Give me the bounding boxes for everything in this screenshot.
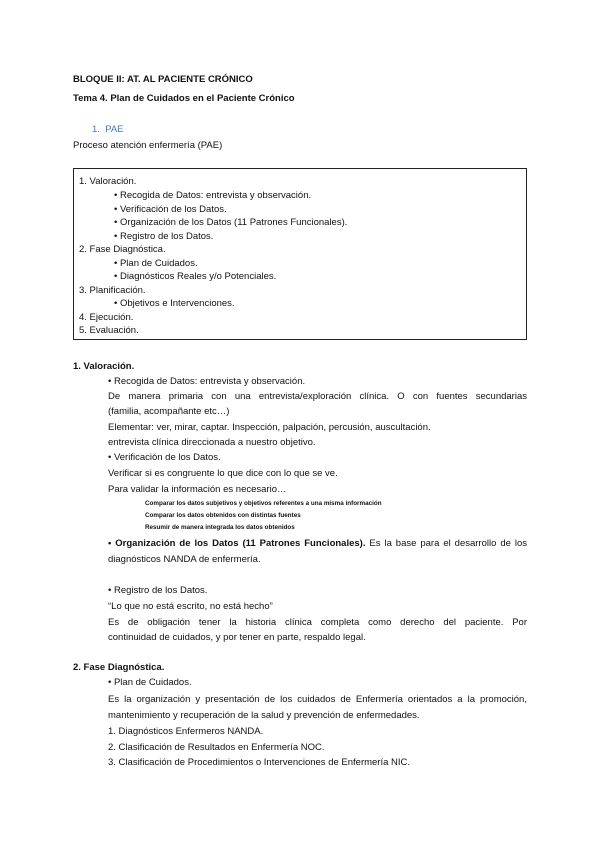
organizacion-bold: • Organización de los Datos (11 Patrones Funcionales). <box>108 538 366 549</box>
bullet-plan: • Plan de Cuidados. <box>108 677 192 688</box>
bullet-recogida: • Recogida de Datos: entrevista y observación. <box>108 376 306 387</box>
section-heading-pae <box>92 124 124 136</box>
box-item: • Objetivos e Intervenciones. <box>114 298 235 309</box>
section-title: PAE <box>105 124 124 135</box>
paragraph-line: De manera primaria con una entrevista/exploración clínica. O con fuentes secundarias <box>108 391 527 402</box>
intro-text: Proceso atención enfermería (PAE) <box>73 140 223 151</box>
section-number: 1. <box>92 124 100 135</box>
paragraph-line: Para validar la información es necesario… <box>108 484 287 495</box>
organizacion-rest: Es la base para el desarrollo de los <box>365 538 527 549</box>
bullet-registro: • Registro de los Datos. <box>108 585 208 596</box>
box-item: • Diagnósticos Reales y/o Potenciales. <box>114 271 277 282</box>
list-item: 3. Clasificación de Procedimientos o Intervenciones de Enfermería NIC. <box>108 757 411 768</box>
paragraph-line: (familia, acompañante etc…) <box>108 406 230 417</box>
organizacion-line <box>108 538 527 550</box>
bullet-verificacion: • Verificación de los Datos. <box>108 452 221 463</box>
paragraph-line: entrevista clínica direccionada a nuestro objetivo. <box>108 437 316 448</box>
topic-title: Tema 4. Plan de Cuidados en el Paciente Crónico <box>73 93 295 104</box>
block-title: BLOQUE II: AT. AL PACIENTE CRÓNICO <box>73 74 253 85</box>
box-item: 5. Evaluación. <box>79 325 139 336</box>
sub-item: Resumir de manera integrada los datos obtenidos <box>145 524 295 531</box>
box-item: • Registro de los Datos. <box>114 231 214 242</box>
paragraph-line: Es la organización y presentación de los cuidados de Enfermería orientados a la promoción, <box>108 694 527 705</box>
box-item: • Recogida de Datos: entrevista y observación. <box>114 190 312 201</box>
box-item: • Plan de Cuidados. <box>114 258 198 269</box>
box-item: 3. Planificación. <box>79 285 146 296</box>
box-item: • Verificación de los Datos. <box>114 204 227 215</box>
sub-item: Comparar los datos obtenidos con distintas fuentes <box>145 512 301 519</box>
valoracion-heading: 1. Valoración. <box>73 361 135 372</box>
paragraph-line: Es de obligación tener la historia clínica completa como derecho del paciente. Por <box>108 617 527 628</box>
box-item: • Organización de los Datos (11 Patrones Funcionales). <box>114 217 348 228</box>
paragraph-line: diagnósticos NANDA de enfermería. <box>108 554 261 565</box>
paragraph-line: Verificar si es congruente lo que dice con lo que se ve. <box>108 468 338 479</box>
diagnostica-heading: 2. Fase Diagnóstica. <box>73 662 165 673</box>
list-item: 2. Clasificación de Resultados en Enfermería NOC. <box>108 742 325 753</box>
box-item: 4. Ejecución. <box>79 312 134 323</box>
quote-text: “Lo que no está escrito, no está hecho” <box>108 601 273 612</box>
paragraph-line: mantenimiento y recuperación de la salud y prevención de enfermedades. <box>108 710 420 721</box>
list-item: 1. Diagnósticos Enfermeros NANDA. <box>108 726 264 737</box>
paragraph-line: Elementar: ver, mirar, captar. Inspección, palpación, percusión, auscultación. <box>108 422 431 433</box>
box-item: 1. Valoración. <box>79 176 137 187</box>
box-item: 2. Fase Diagnóstica. <box>79 244 166 255</box>
paragraph-line: continuidad de cuidados, y por tener en parte, respaldo legal. <box>108 632 366 643</box>
sub-item: Comparar los datos subjetivos y objetivos referentes a una misma información <box>145 500 382 507</box>
